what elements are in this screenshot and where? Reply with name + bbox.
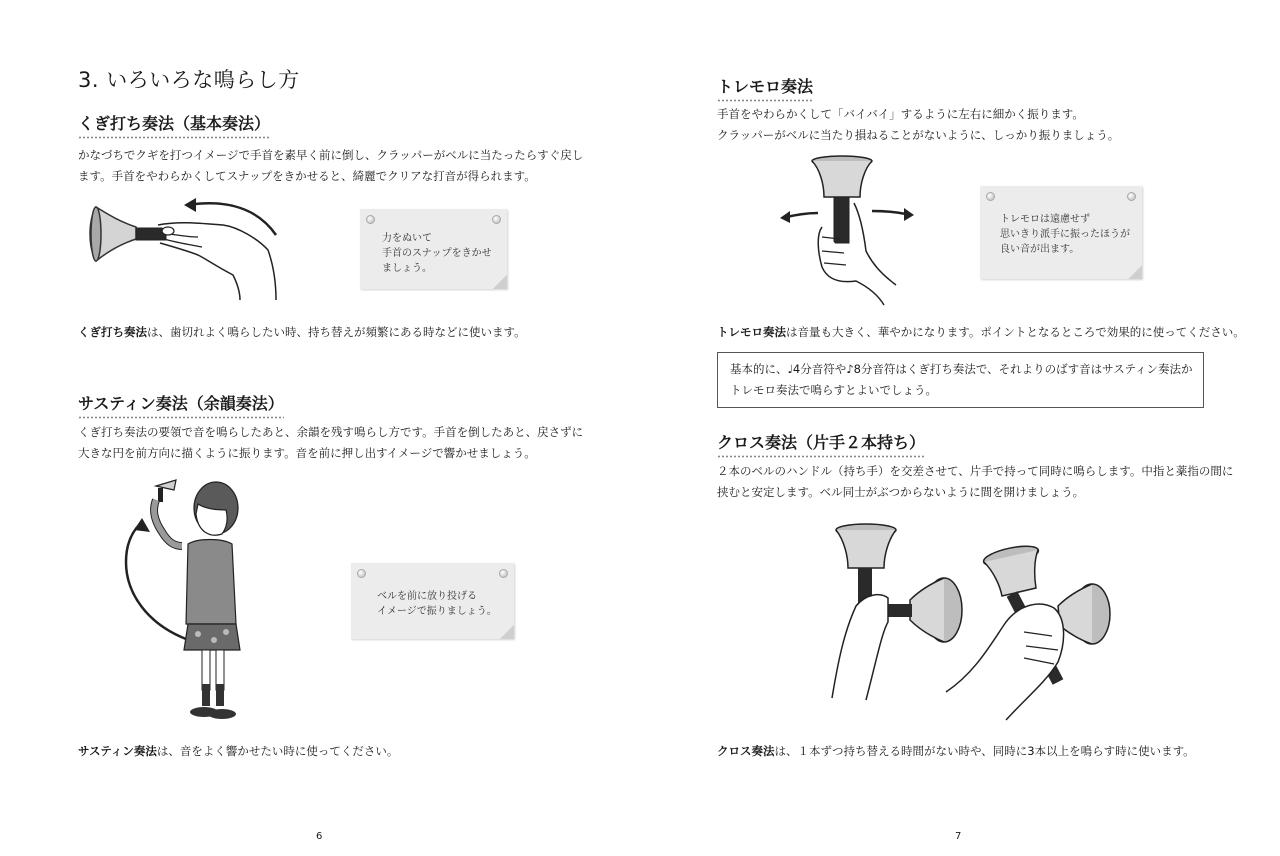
section-title-sustain: サスティン奏法（余韻奏法） <box>78 391 284 419</box>
sustain-illustration <box>118 474 248 724</box>
section-title-cross: クロス奏法（片手２本持ち） <box>717 430 925 458</box>
cross-summary-rest: は、１本ずつ持ち替える時間がない時や、同時に3本以上を鳴らす時に使います。 <box>774 744 1195 758</box>
info-box-line-1: 基本的に、♩4分音符や♪8分音符はくぎ打ち奏法で、それよりのばす音はサスティン奏法か <box>730 362 1193 376</box>
tremolo-summary <box>717 322 1245 343</box>
note-kugi-line-1: 力をぬいて <box>382 233 432 244</box>
cross-summary-term: クロス奏法 <box>717 744 775 758</box>
cross-line-1: ２本のベルのハンドル（持ち手）を交差させて、片手で持って同時に鳴らします。中指と薬指の間に <box>717 464 1234 478</box>
note-kugi-line-2: 手首のスナップをきかせ <box>382 248 492 259</box>
tremolo-description <box>717 104 1119 146</box>
handbell-icon <box>1058 584 1110 644</box>
section-title-kugi: くぎ打ち奏法（基本奏法） <box>78 111 270 139</box>
cross-summary <box>717 741 1195 762</box>
note-sustain-line-2: イメージで振りましょう。 <box>377 606 497 617</box>
pushpin-icon <box>1127 192 1136 201</box>
tremolo-line-1: 手首をやわらかくして「バイバイ」するように左右に細かく振ります。 <box>717 107 1084 121</box>
tremolo-line-2: クラッパーがベルに当たり損ねることがないように、しっかり振りましょう。 <box>717 128 1120 142</box>
chapter-title: 3. いろいろな鳴らし方 <box>78 68 300 92</box>
note-tremolo-line-1: トレモロは遠慮せず <box>1000 214 1090 225</box>
kugi-illustration <box>88 195 288 303</box>
sustain-summary <box>78 741 398 762</box>
tremolo-summary-term: トレモロ奏法 <box>717 325 786 339</box>
info-box <box>717 352 1204 408</box>
sustain-summary-term: サスティン奏法 <box>78 744 157 758</box>
info-box-line-2: トレモロ奏法で鳴らすとよいでしょう。 <box>730 383 937 397</box>
kugi-line-2: ます。手首をやわらかくしてスナップをきかせると、綺麗でクリアな打音が得られます。 <box>78 169 536 183</box>
cross-description <box>717 461 1233 503</box>
cross-illustration <box>826 522 1116 722</box>
note-tremolo-line-3: 良い音が出ます。 <box>1000 244 1080 255</box>
tremolo-illustration <box>776 155 921 305</box>
note-tremolo <box>980 186 1142 279</box>
arrow-icon <box>786 213 818 217</box>
handbell-icon <box>836 524 896 608</box>
note-kugi-line-3: ましょう。 <box>382 263 432 274</box>
sustain-summary-rest: は、音をよく響かせたい時に使ってください。 <box>156 744 399 758</box>
pushpin-icon <box>986 192 995 201</box>
pushpin-icon <box>499 569 508 578</box>
kugi-summary-rest: は、歯切れよく鳴らしたい時、持ち替えが頻繁にある時などに使います。 <box>147 325 526 339</box>
hand-icon <box>158 223 276 300</box>
hand-icon <box>818 203 896 305</box>
girl-figure-icon <box>154 480 240 719</box>
sustain-line-2: 大きな円を前方向に描くように振ります。音を前に押し出すイメージで響かせましょう。 <box>78 446 536 460</box>
note-kugi <box>360 209 507 289</box>
note-sustain-line-1: ベルを前に放り投げる <box>377 591 477 602</box>
cross-line-2: 挟むと安定します。ベル同士がぶつからないように間を開けましょう。 <box>717 485 1085 499</box>
kugi-summary <box>78 322 526 343</box>
note-sustain <box>351 563 514 639</box>
tremolo-summary-rest: は音量も大きく、華やかになります。ポイントとなるところで効果的に使ってください。 <box>786 325 1245 339</box>
pushpin-icon <box>492 215 501 224</box>
handbell-icon <box>886 578 962 642</box>
handbell-icon <box>90 207 166 261</box>
arrow-icon <box>872 211 906 214</box>
section-title-tremolo: トレモロ奏法 <box>717 74 813 102</box>
page-number-right: 7 <box>955 831 962 842</box>
kugi-line-1: かなづちでクギを打つイメージで手首を素早く前に倒し、クラッパーがベルに当たったらすぐ戻し <box>78 148 584 162</box>
page-number-left: 6 <box>316 831 323 842</box>
pushpin-icon <box>357 569 366 578</box>
kugi-description <box>78 145 583 187</box>
sustain-description <box>78 422 583 464</box>
sustain-line-1: くぎ打ち奏法の要領で音を鳴らしたあと、余韻を残す鳴らし方です。手首を倒したあと、戻さずに <box>78 425 584 439</box>
kugi-summary-term: くぎ打ち奏法 <box>78 325 147 339</box>
hand-icon <box>832 595 888 700</box>
pushpin-icon <box>366 215 375 224</box>
note-tremolo-line-2: 思いきり派手に振ったほうが <box>1000 229 1130 240</box>
